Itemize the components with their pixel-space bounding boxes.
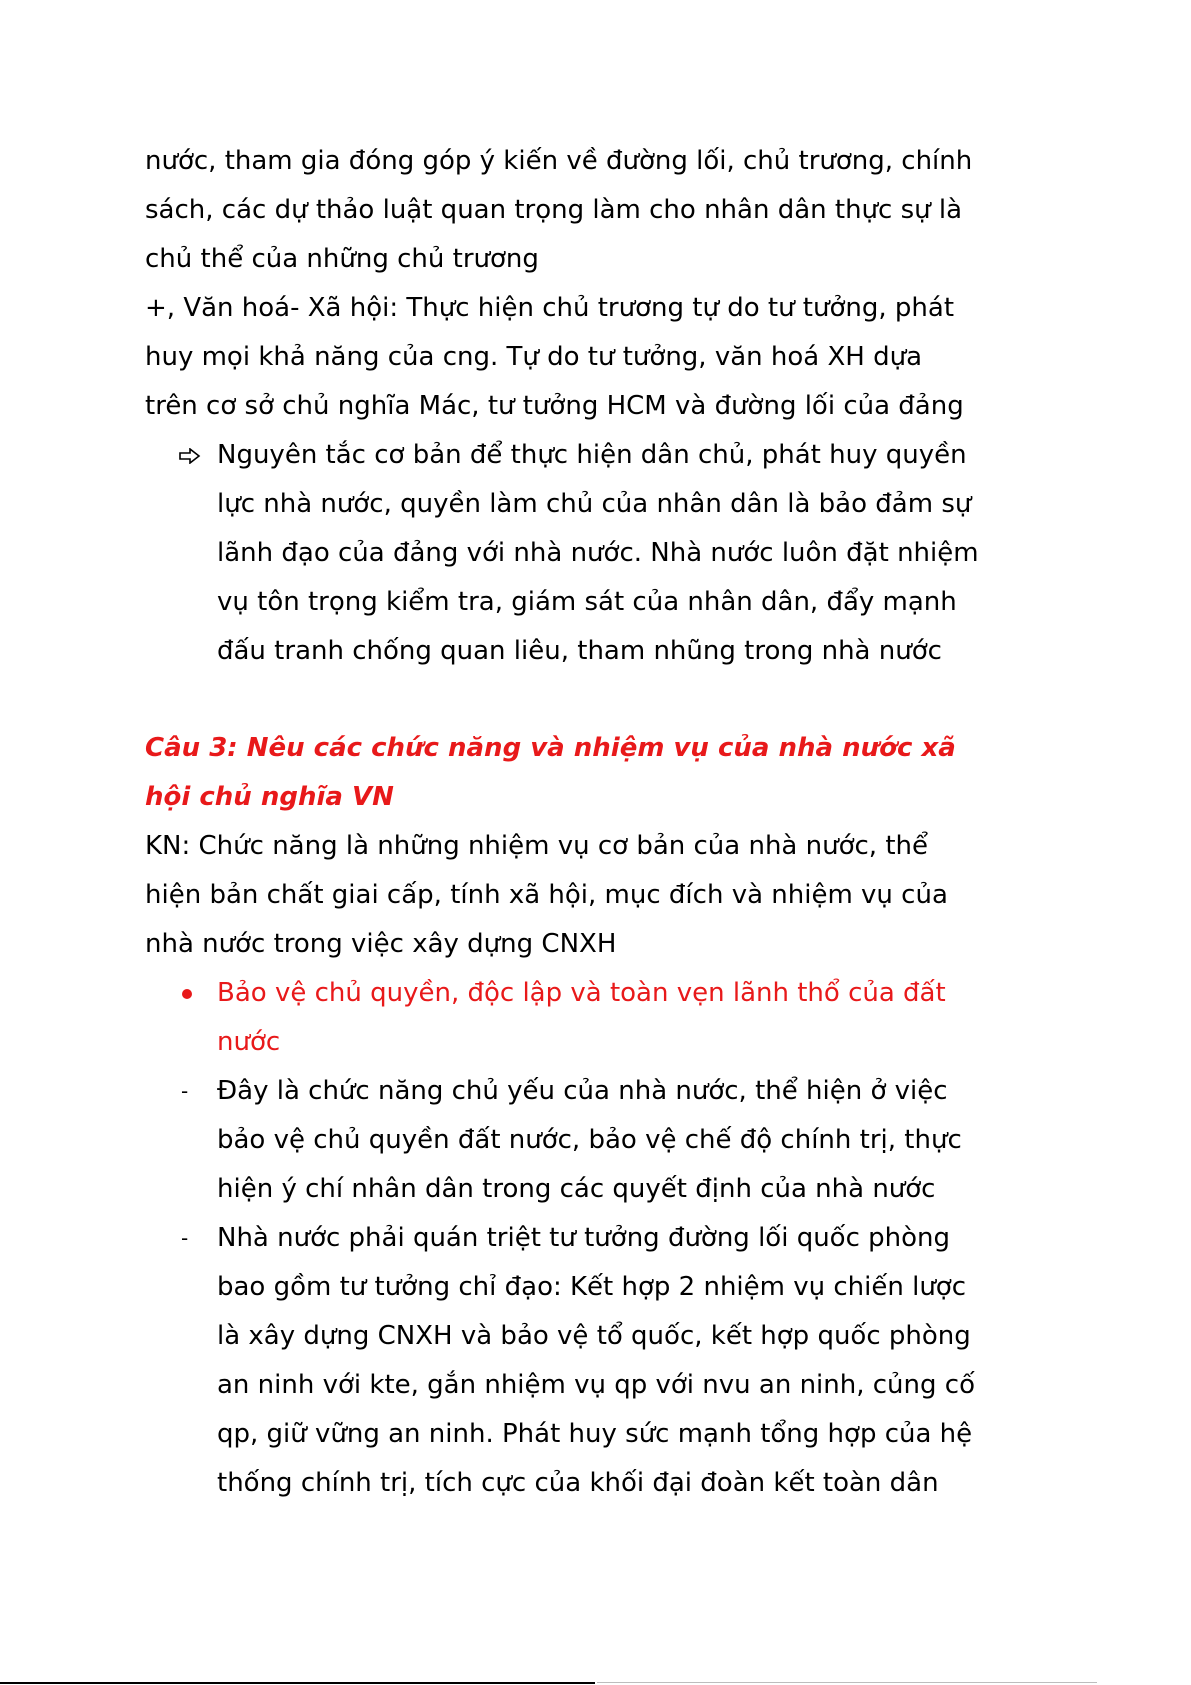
text-line: KN: Chức năng là những nhiệm vụ cơ bản của nhà nước, thể	[145, 831, 928, 861]
dash-list-item	[145, 1214, 1045, 1508]
bullet-dot-icon	[182, 989, 192, 999]
arrow-list-item	[145, 431, 1045, 676]
document-body	[145, 137, 1045, 1508]
dash-marker: -	[181, 1226, 189, 1250]
paragraph-citizen-participation	[145, 137, 1045, 284]
text-line: huy mọi khả năng của cng. Tự do tư tưởng, văn hoá XH dựa	[145, 342, 923, 372]
text-line: đấu tranh chống quan liêu, tham nhũng trong nhà nước	[217, 636, 942, 666]
text-line: qp, giữ vững an ninh. Phát huy sức mạnh tổng hợp của hệ	[217, 1419, 973, 1449]
page-bottom-divider	[0, 1682, 595, 1684]
text-line: an ninh với kte, gắn nhiệm vụ qp với nvu an ninh, củng cố	[217, 1370, 975, 1400]
spacer	[145, 676, 1045, 724]
text-line: là xây dựng CNXH và bảo vệ tổ quốc, kết hợp quốc phòng	[217, 1321, 971, 1351]
text-line: bảo vệ chủ quyền đất nước, bảo vệ chế độ chính trị, thực	[217, 1125, 962, 1155]
text-line: chủ thể của những chủ trương	[145, 244, 539, 274]
paragraph-culture-society	[145, 284, 1045, 431]
text-line: lãnh đạo của đảng với nhà nước. Nhà nước luôn đặt nhiệm	[217, 538, 979, 568]
text-line: lực nhà nước, quyền làm chủ của nhân dân là bảo đảm sự	[217, 489, 972, 519]
text-line: Nhà nước phải quán triệt tư tưởng đường lối quốc phòng	[217, 1223, 951, 1253]
text-line: vụ tôn trọng kiểm tra, giám sát của nhân dân, đẩy mạnh	[217, 587, 957, 617]
text-line: bao gồm tư tưởng chỉ đạo: Kết hợp 2 nhiệm vụ chiến lược	[217, 1272, 967, 1302]
text-line: Bảo vệ chủ quyền, độc lập và toàn vẹn lãnh thổ của đất	[217, 978, 946, 1008]
text-line: nước	[217, 1027, 281, 1057]
text-line: thống chính trị, tích cực của khối đại đoàn kết toàn dân	[217, 1468, 939, 1498]
heading-line: hội chủ nghĩa VN	[145, 782, 394, 812]
text-line: Đây là chức năng chủ yếu của nhà nước, thể hiện ở việc	[217, 1076, 948, 1106]
text-line: hiện bản chất giai cấp, tính xã hội, mục đích và nhiệm vụ của	[145, 880, 948, 910]
text-line: sách, các dự thảo luật quan trọng làm cho nhân dân thực sự là	[145, 195, 963, 225]
text-line: +, Văn hoá- Xã hội: Thực hiện chủ trương tự do tư tưởng, phát	[145, 293, 955, 323]
dash-list-item	[145, 1067, 1045, 1214]
heading-line: Câu 3: Nêu các chức năng và nhiệm vụ của nhà nước xã	[145, 733, 956, 763]
text-line: nước, tham gia đóng góp ý kiến về đường lối, chủ trương, chính	[145, 146, 973, 176]
text-line: Nguyên tắc cơ bản để thực hiện dân chủ, phát huy quyền	[217, 440, 967, 470]
definition-paragraph	[145, 822, 1045, 969]
text-line: hiện ý chí nhân dân trong các quyết định của nhà nước	[217, 1174, 936, 1204]
bullet-list-item	[145, 969, 1045, 1067]
page-bottom-divider-faint	[597, 1682, 1097, 1683]
question-3-heading	[145, 724, 1045, 822]
text-line: trên cơ sở chủ nghĩa Mác, tư tưởng HCM và đường lối của đảng	[145, 391, 964, 421]
text-line: nhà nước trong việc xây dựng CNXH	[145, 929, 617, 959]
dash-marker: -	[181, 1079, 189, 1103]
